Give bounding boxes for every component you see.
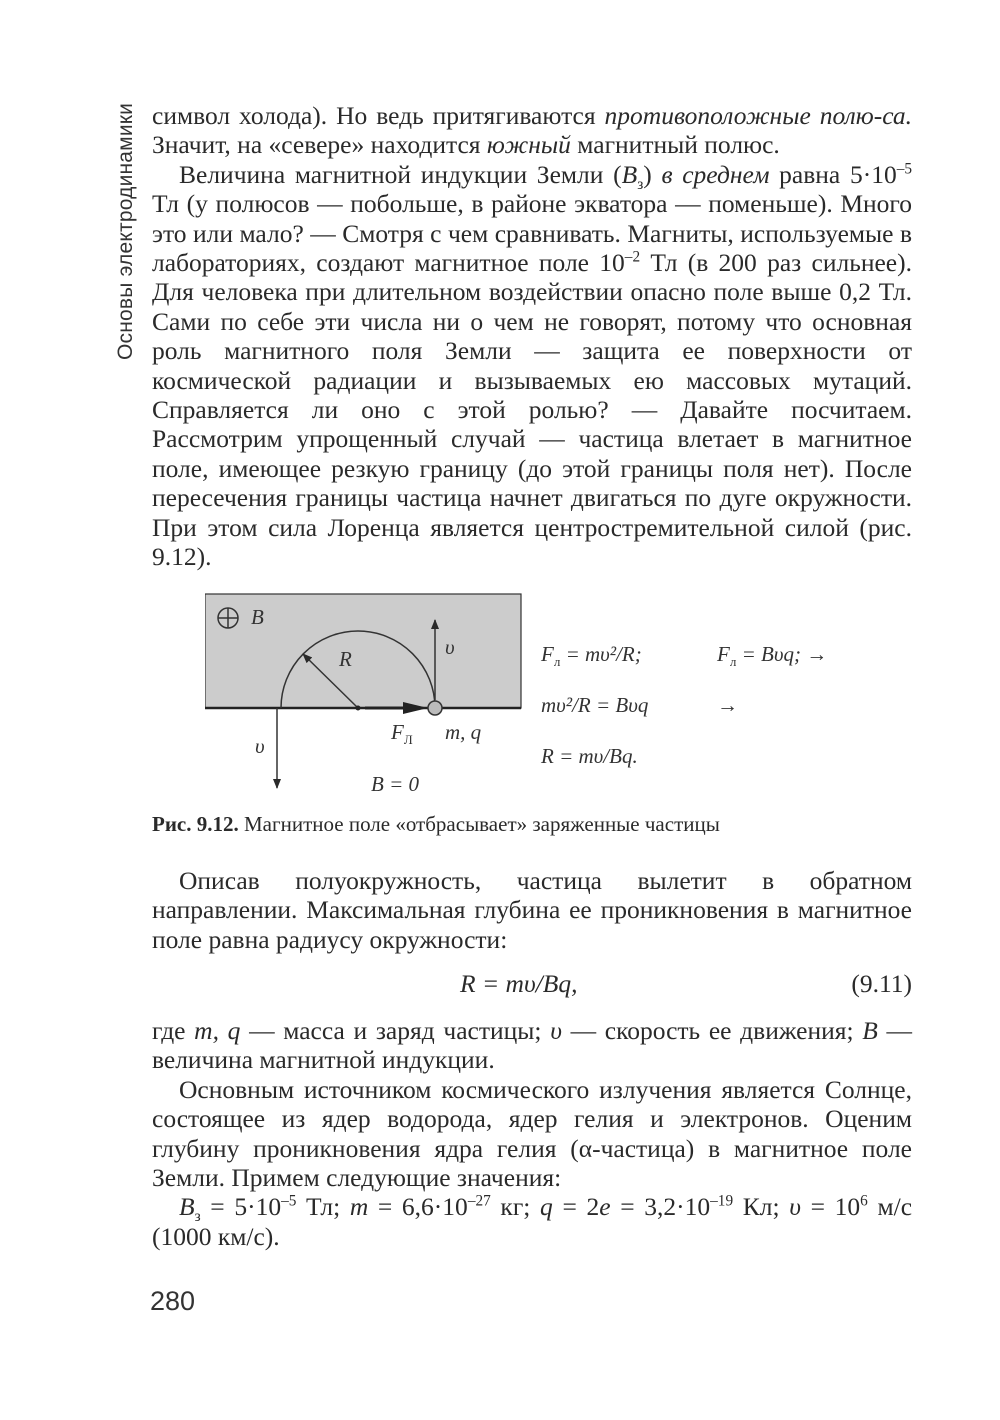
sidebar-section-title	[112, 102, 140, 360]
sidebar-text: Основы электродинамики	[114, 102, 137, 360]
mass-charge-label: m, q	[445, 720, 482, 744]
zero-field-label: B = 0	[371, 772, 419, 796]
figure-diagram	[205, 592, 865, 802]
caption-text: Магнитное поле «отбрасывает» заряженные частицы	[238, 812, 720, 836]
circle-center	[356, 706, 361, 711]
paragraph-5: Основным источником космического излучения является Солнце, состоящее из ядер водорода, ядер гелия и электронов. Оценим глубину проникновения ядра гелия (α-частица) в магнитное поле Земли. Примем следующие значения:	[152, 1074, 912, 1193]
caption-label: Рис. 9.12.	[152, 812, 239, 836]
equation-text: R = mυ/Bq,	[460, 969, 578, 998]
figure-caption	[152, 812, 720, 837]
equation-1a: $F_л = m\upsilon^2/R$;	[541, 642, 642, 669]
equation-2: mυ²/R = Bυq	[541, 693, 649, 717]
velocity-up-label: υ	[445, 635, 455, 659]
page-number: 280	[150, 1286, 196, 1316]
paragraph-6: $B_з = 5\cdot 10^{-5}$ Тл; $m = 6,6\cdot 10^{-27}$ кг; $q = 2e = 3,2\cdot 10^{-19}$ Кл; $\upsilon = 10^6$ м/с (1000 км/с).	[152, 1192, 913, 1251]
particle	[428, 701, 442, 715]
field-into-page-icon	[218, 608, 238, 628]
field-label: B	[251, 605, 264, 629]
text-block-bottom	[152, 1016, 912, 1251]
equation-3: R = mυ/Bq.	[541, 744, 638, 768]
paragraph-2: Величина магнитной индукции Земли $(B_з)$ в среднем равна $5\cdot 10^{-5}$ Тл (у полюсов — побольше, в районе экватора — поменьше). Много это или мало? — Смотря с чем сравнивать. Магниты, используемые в лабораториях, создают магнитное поле $10^{-2}$ Тл (в 200 раз сильнее). Для человека при длительном воздействии опасно поле выше 0,2 Тл. Сами по себе эти числа ни о чем не говорят, потому что основная роль магнитного поля Земли — защита ее поверхности от космической радиации и вызываемых ею массовых мутаций. Справляется ли оно с этой ролью? — Давайте посчитаем. Рассмотрим упрощенный случай — частица влетает в магнитное поле, имеющее резкую границу (до этой границы поля нет). После пересечения границы частица начнет двигаться по дуге окружности. При этом сила Лоренца является центростремительной силой (рис. 9.12).	[152, 159, 912, 572]
equation-1b: $F_л = B\upsilon q$; →	[717, 642, 828, 669]
force-label: $F_Л$	[391, 720, 413, 747]
paragraph-1: символ холода). Но ведь притягиваются противоположные полю-са. Значит, на «севере» находится южный магнитный полюс.	[152, 101, 912, 160]
equation-2-arrow: →	[717, 693, 738, 717]
text-block-middle	[152, 866, 912, 954]
equation-number: (9.11)	[851, 969, 912, 998]
figure-9-12	[205, 592, 865, 802]
paragraph-4: где m, q — масса и заряд частицы; υ — скорость ее движения; B — величина магнитной индукции.	[152, 1016, 912, 1075]
paragraph-3: Описав полуокружность, частица вылетит в обратном направлении. Максимальная глубина ее проникновения в магнитное поле равна радиусу окружности:	[152, 866, 912, 954]
radius-label: R	[339, 647, 352, 671]
velocity-down-label: υ	[255, 734, 265, 758]
text-block-top	[152, 101, 912, 572]
equation-9-11	[152, 968, 912, 1000]
